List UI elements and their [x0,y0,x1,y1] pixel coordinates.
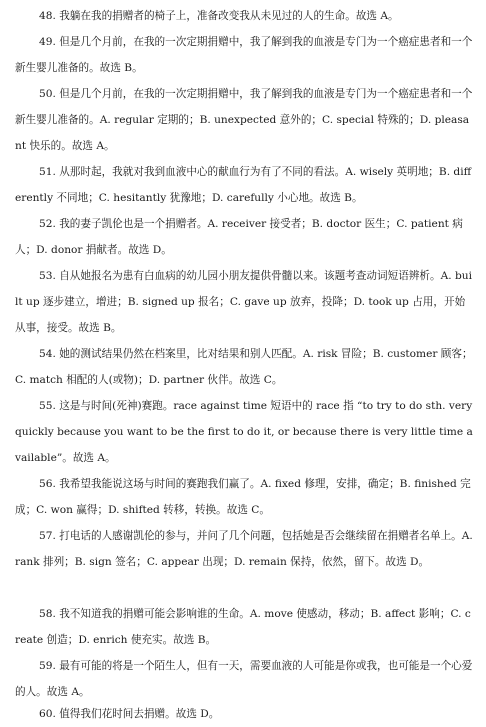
answer-paragraph-56: 56. 我希望我能说这场与时间的赛跑我们赢了。A. fixed 修理，安排，确定；B. finished 完成；C. won 赢得；D. shifted 转移，转换。故选 C。 [15,478,471,516]
answer-paragraph-57: 57. 打电话的人感谢凯伦的参与，并问了几个问题，包括她是否会继续留在捐赠者名单上。A. rank 排列；B. sign 签名；C. appear 出现；D. remain 保持，依然，留下。故选 D。 [15,530,473,568]
answer-paragraph-60: 60. 值得我们花时间去捐赠。故选 D。 [39,708,220,720]
answer-paragraph-52: 52. 我的妻子凯伦也是一个捐赠者。A. receiver 接受者；B. doctor 医生；C. patient 病人；D. donor 捐献者。故选 D。 [15,218,463,256]
answer-paragraph-49: 49. 但是几个月前，在我的一次定期捐赠中，我了解到我的血液是专门为一个癌症患者和一个新生婴儿准备的。故选 B。 [15,36,473,74]
answer-paragraph-48: 48. 我躺在我的捐赠者的椅子上，准备改变我从未见过的人的生命。故选 A。 [39,10,399,22]
answer-paragraph-53: 53. 自从她报名为患有白血病的幼儿园小朋友提供骨髓以来。该题考查动词短语辨析。A. built up 逐步建立，增进；B. signed up 报名；C. gave up 放弃，投降；D. took up 占用，开始从事，接受。故选 B。 [15,270,472,334]
answer-paragraph-58: 58. 我不知道我的捐赠可能会影响谁的生命。A. move 使感动，移动；B. affect 影响；C. create 创造；D. enrich 使充实。故选 B。 [15,608,471,646]
answer-paragraph-54: 54. 她的测试结果仍然在档案里，比对结果和别人匹配。A. risk 冒险；B. customer 顾客；C. match 相配的人(或物)；D. partner 伙伴。故选 C。 [15,348,473,386]
answer-paragraph-59: 59. 最有可能的将是一个陌生人，但有一天，需要血液的人可能是你或我，也可能是一个心爱的人。故选 A。 [15,660,473,698]
answer-paragraph-50: 50. 但是几个月前，在我的一次定期捐赠中，我了解到我的血液是专门为一个癌症患者和一个新生婴儿准备的。A. regular 定期的；B. unexpected 意外的；C. special 特殊的；D. pleasant 快乐的。故选 A。 [15,88,473,152]
answer-paragraph-51: 51. 从那时起，我就对我到血液中心的献血行为有了不同的看法。A. wisely 英明地；B. differently 不同地；C. hesitantly 犹豫地；D. carefully 小心地。故选 B。 [15,166,472,204]
answer-paragraph-55: 55. 这是与时间(死神)赛跑。race against time 短语中的 race 指 “to try to do sth. very quickly because you want to be the first to do it, or because there is very little time available”。故选 A。 [15,400,473,464]
